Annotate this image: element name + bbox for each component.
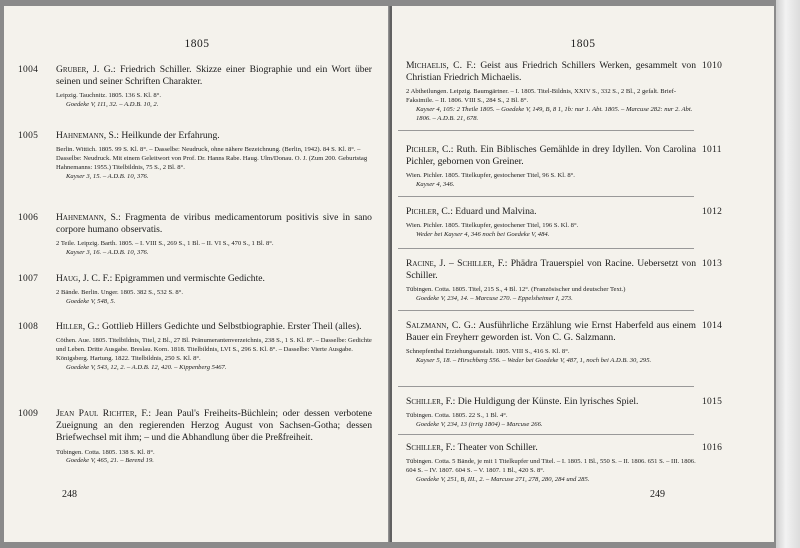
entry-number: 1012 xyxy=(702,207,723,217)
entry-imprint: Schnepfenthal Erziehungsanstalt. 1805. VIII S., 416 S. Kl. 8°. xyxy=(406,348,570,356)
entry-heading xyxy=(56,273,372,285)
entry-number: 1004 xyxy=(18,65,39,75)
entry-author: Hiller, G.: xyxy=(56,321,100,332)
entry-heading xyxy=(406,320,696,344)
page-number-left: 248 xyxy=(62,489,77,500)
divider xyxy=(398,248,694,249)
entry-reference: Kayser 5, 18. – Hirschberg 556. – Weder bei Goedeke V, 487, 1, noch bei A.D.B. 30, 295. xyxy=(416,357,652,365)
bibliography-entry xyxy=(18,321,372,372)
entry-imprint: Tübingen. Cotta. 1805. Titel, 215 S., 4 Bl. 12°. (Französischer und deutscher Text.) xyxy=(406,286,626,294)
entry-title: Heilkunde der Erfahrung. xyxy=(121,130,220,141)
entry-imprint: Cöthen. Aue. 1805. Titelbildnis, Titel, 2 Bl., 27 Bl. Pränumerantenverzeichnis, 238 S., 1 S. Kl. 8°. – Dasselbe: Gedichte und Leben. Dritte Ausgabe. Breslau. Korn. 1818. Titelbildnis, LVI S., 296 S. Kl. 8°. – Dasselbe: Vierte Ausgabe. Königsberg. Hartung. 1822. Titelbildnis, 250 S. Kl. 8°. xyxy=(56,337,372,362)
divider xyxy=(398,386,694,387)
entry-title: Geist aus Friedrich Schillers Werken, gesammelt von Christian Friedrich Michaelis. xyxy=(406,60,697,84)
entry-title: Gottlieb Hillers Gedichte und Selbstbiographie. Erster Theil (alles). xyxy=(101,321,362,332)
entry-title: Ruth. Ein Biblisches Gemählde in drey Idyllen. Von Carolina Pichler, gebornen von Greiner. xyxy=(406,144,696,168)
entry-heading xyxy=(406,60,696,84)
running-header-right: 1805 xyxy=(570,38,596,50)
bibliography-entry xyxy=(406,206,723,240)
entry-author: Hahnemann, S.: xyxy=(56,130,119,141)
entry-heading xyxy=(56,130,372,142)
entry-author: Michaelis, C. F.: xyxy=(406,60,476,71)
bibliography-entry xyxy=(406,258,723,304)
entry-heading xyxy=(56,408,372,445)
entry-imprint: Leipzig. Tauchnitz. 1805. 136 S. Kl. 8°. xyxy=(56,92,161,100)
entry-title: Theater von Schiller. xyxy=(457,442,538,453)
entry-imprint: Tübingen. Cotta. 1805. 138 S. Kl. 8°. xyxy=(56,448,155,456)
entry-heading xyxy=(56,212,372,236)
entry-reference: Kayser 3, 15. – A.D.B. 10, 376. xyxy=(66,172,149,180)
divider xyxy=(398,130,694,131)
entry-reference: Goedeke V, 251, B, III., 2. – Marcuse 271, 278, 280, 284 und 285. xyxy=(416,475,590,483)
divider xyxy=(398,434,694,435)
entry-number: 1014 xyxy=(702,321,723,331)
entry-reference: Goedeke V, 234, 13 (irrig 1804) – Marcuse 266. xyxy=(416,421,543,428)
entry-author: Haug, J. C. F.: xyxy=(56,273,113,284)
entry-imprint: 2 Abtheilungen. Leipzig. Baumgärtner. – I. 1805. Titel-Bildnis, XXIV S., 332 S., 2 Bl., 2 gefalt. Brief-Faksimile. – II. 1806. VIII S., 284 S., 2 Bl. 8°. xyxy=(406,88,677,105)
bibliography-entry xyxy=(18,64,372,110)
entry-number: 1006 xyxy=(18,213,39,223)
entry-reference: Goedeke V, 234, 14. – Marcuse 270. – Eppelsheimer I, 273. xyxy=(416,295,573,303)
book-edge xyxy=(776,0,800,548)
entry-imprint: 2 Bände. Berlin. Unger. 1805. 382 S., 532 S. 8°. xyxy=(56,289,183,297)
entry-heading xyxy=(56,321,372,333)
entry-imprint: Tübingen. Cotta. 1805. 22 S., 1 Bl. 4°. xyxy=(406,412,508,420)
entry-reference: Goedeke V, 543, 12, 2. – A.D.B. 12, 420. – Kippenberg 5467. xyxy=(66,363,227,371)
entry-author: Pichler, C.: xyxy=(406,144,454,155)
entry-number: 1016 xyxy=(702,443,723,453)
entry-reference: Goedeke V, 111, 32. – A.D.B. 10, 2. xyxy=(66,101,159,109)
entry-number: 1009 xyxy=(18,409,39,419)
divider xyxy=(398,196,694,197)
entry-number: 1005 xyxy=(18,131,39,141)
entry-number: 1008 xyxy=(18,322,39,332)
entry-author: Gruber, J. G.: xyxy=(56,64,116,75)
entry-heading xyxy=(406,258,696,282)
entry-author: Jean Paul Richter, F.: xyxy=(56,408,151,419)
entry-title: Friedrich Schiller. Skizze einer Biographie und ein Wort über seinen und seiner Schriften Charakter. xyxy=(56,64,372,88)
divider xyxy=(398,310,694,311)
entry-number: 1010 xyxy=(702,61,723,71)
entry-heading xyxy=(406,144,696,168)
entry-title: Phädra Trauerspiel von Racine. Uebersetzt von Schiller. xyxy=(406,258,697,282)
bibliography-entry xyxy=(406,144,722,190)
entry-reference: Goedeke V, 465, 21. – Berend 19. xyxy=(66,457,154,465)
bibliography-entry xyxy=(406,442,723,485)
bibliography-entry xyxy=(406,320,723,366)
bibliography-entry xyxy=(18,130,372,181)
entry-author: Salzmann, C. G.: xyxy=(406,320,476,331)
entry-title: Ausführliche Erzählung wie Ernst Haberfeld aus einem Bauer ein Freyherr geworden ist. Von C. G. Salzmann. xyxy=(406,320,696,344)
entry-reference: Kayser 3, 16. – A.D.B. 10, 376. xyxy=(66,249,149,257)
entry-number: 1013 xyxy=(702,259,723,269)
bibliography-entry xyxy=(18,212,372,258)
entry-reference: Goedeke V, 548, 5. xyxy=(66,298,116,305)
entry-number: 1011 xyxy=(702,145,722,155)
entry-heading xyxy=(406,442,696,454)
entry-number: 1015 xyxy=(702,397,723,407)
entry-title: Eduard und Malvina. xyxy=(455,206,537,217)
entry-number: 1007 xyxy=(18,274,39,284)
page-number-right: 249 xyxy=(650,489,665,500)
bibliography-entry xyxy=(406,60,723,124)
entry-author: Schiller, F.: xyxy=(406,396,456,407)
entry-heading xyxy=(406,396,696,408)
right-page xyxy=(392,6,774,542)
running-header-left: 1805 xyxy=(184,38,210,50)
entry-heading xyxy=(406,206,696,218)
entry-author: Hahnemann, S.: xyxy=(56,212,121,223)
entry-imprint: 2 Teile. Leipzig. Barth. 1805. – I. VIII S., 269 S., 1 Bl. – II. VI S., 470 S., 1 Bl. 8°. xyxy=(56,240,274,248)
entry-author: Schiller, F.: xyxy=(406,442,456,453)
entry-author: Racine, J. – Schiller, F.: xyxy=(406,258,508,269)
entry-title: Die Huldigung der Künste. Ein lyrisches Spiel. xyxy=(457,396,639,407)
bibliography-entry xyxy=(18,273,372,307)
entry-title: Jean Paul's Freiheits-Büchlein; oder dessen verbotene Zueignung an den regierenden Herzog August von Sachsen-Gotha; dessen Briefwechsel mit ihm; – und die Abhandlung über die Preßfreiheit. xyxy=(56,408,372,444)
entry-title: Fragmenta de viribus medicamentorum positivis sive in sano corpore humano observatis. xyxy=(56,212,372,236)
entry-imprint: Wien. Pichler. 1805. Titelkupfer, gestochener Titel, 196 S. Kl. 8°. xyxy=(406,222,579,230)
bibliography-entry xyxy=(18,408,372,466)
entry-imprint: Tübingen. Cotta. 5 Bände, je mit 1 Titelkupfer und Titel. – I. 1805. 1 Bl., 550 S. – II. 1806. 651 S. – III. 1806. 604 S. – IV. 1807. 604 S. – V. 1807. 1 Bl., 420 S. 8°. xyxy=(406,458,696,474)
entry-reference: Weder bei Kayser 4, 346 noch bei Goedeke V, 484. xyxy=(416,231,550,238)
entry-imprint: Wien. Pichler. 1805. Titelkupfer, gestochener Titel, 96 S. Kl. 8°. xyxy=(406,172,575,180)
entry-author: Pichler, C.: xyxy=(406,206,453,217)
entry-imprint: Berlin. Wittich. 1805. 99 S. Kl. 8°. – Dasselbe: Neudruck, ohne nähere Bezeichnung. (Berlin, 1942). 84 S. Kl. 8°. – Dasselbe: Neudruck. Mit einem Geleitwort von Prof. Dr. Hanns Rabe. Haug. Ulm/Donau. O. J. (Zum 200. Geburtstag Hahnemanns: 1955.) Titelbildnis, 75 S., 2 Bl. 8°. xyxy=(56,146,368,171)
left-page xyxy=(4,6,390,542)
entry-title: Epigrammen und vermischte Gedichte. xyxy=(114,273,265,284)
entry-reference: Kayser 4, 346. xyxy=(416,181,455,189)
entry-heading xyxy=(56,64,372,88)
entry-reference: Kayser 4, 105: 2 Theile 1805. – Goedeke V, 149, B, 8 1, 1b: nur 1. Abt. 1805. – Marcuse 282: nur 2. Abt. 1806. – A.D.B. 21, 678. xyxy=(416,106,693,122)
bibliography-entry xyxy=(406,396,723,430)
